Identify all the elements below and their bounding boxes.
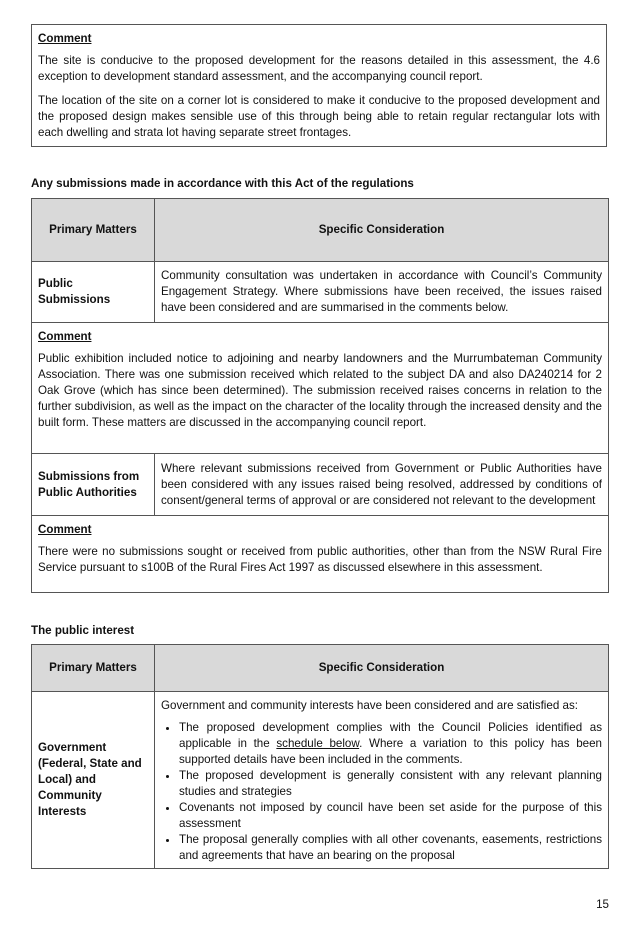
list-item: • The proposal generally complies with all other covenants, easements, restrictions and agreements that have an bearing on the proposal <box>179 832 602 864</box>
list-item: • The proposed development is generally consistent with any relevant planning studies and strategies <box>179 768 602 800</box>
row-label-public-submissions: Public Submissions <box>32 262 155 323</box>
schedule-link[interactable]: schedule below <box>276 737 360 750</box>
comment-label: Comment <box>38 32 92 45</box>
public-interest-table <box>31 644 609 869</box>
row-label-government-interests: Government (Federal, State and Local) and Community Interests <box>32 692 155 869</box>
intro-text: Government and community interests have been considered and are satisfied as: <box>161 699 578 712</box>
section-heading-public-interest: The public interest <box>31 624 135 637</box>
list-item: • The proposed development complies with the Council Policies identified as applicable in the schedule below. Where a variation to this policy has been supported details have been included in the comments. <box>179 720 602 768</box>
header-specific-consideration: Specific Consideration <box>155 199 609 262</box>
comment-public-submissions <box>32 323 609 454</box>
row-text-public-submissions: Community consultation was undertaken in accordance with Council’s Community Engagement Strategy. Where submissions have been received, the issues raised have been considered and are summarised in the comments below. <box>155 262 609 323</box>
list-item: • Covenants not imposed by council have been set aside for the purpose of this assessment <box>179 800 602 832</box>
submissions-table <box>31 198 609 593</box>
comment-box-site <box>31 24 607 147</box>
section-heading-submissions: Any submissions made in accordance with this Act of the regulations <box>31 177 414 190</box>
row-text-public-authorities: Where relevant submissions received from Government or Public Authorities have been considered with any issues raised being resolved, addressed by conditions of consent/general terms of approval or are considered not relevant to the development <box>155 454 609 516</box>
comment-public-authorities <box>32 516 609 593</box>
considerations-list <box>161 720 602 864</box>
header-primary-matters: Primary Matters <box>32 199 155 262</box>
row-text-government-interests <box>155 692 609 869</box>
header-specific-consideration: Specific Consideration <box>155 645 609 692</box>
page-number: 15 <box>596 898 609 911</box>
comment-paragraph: The site is conducive to the proposed development for the reasons detailed in this assessment, the 4.6 exception to development standard assessment, and the accompanying council report. <box>38 54 600 83</box>
comment-text: There were no submissions sought or received from public authorities, other than from the NSW Rural Fire Service pursuant to s100B of the Rural Fires Act 1997 as discussed elsewhere in this assessment. <box>38 545 602 574</box>
comment-label: Comment <box>38 330 92 343</box>
comment-paragraph: The location of the site on a corner lot is considered to make it conducive to the proposed development and the proposed design makes sensible use of this through being able to retain regular rectangular lots with each dwelling and strata lot having separate street frontages. <box>38 94 600 139</box>
row-label-public-authorities: Submissions from Public Authorities <box>32 454 155 516</box>
comment-label: Comment <box>38 523 92 536</box>
header-primary-matters: Primary Matters <box>32 645 155 692</box>
comment-text: Public exhibition included notice to adjoining and nearby landowners and the Murrumbateman Community Association. There was one submission received which related to the subject DA and also DA240214 for 2 Oak Grove (which has since been determined). The submission received raises concerns in relation to the further subdivision, as well as the impact on the character of the locality through the increased density and the built form. These matters are discussed in the accompanying council report. <box>38 352 602 429</box>
